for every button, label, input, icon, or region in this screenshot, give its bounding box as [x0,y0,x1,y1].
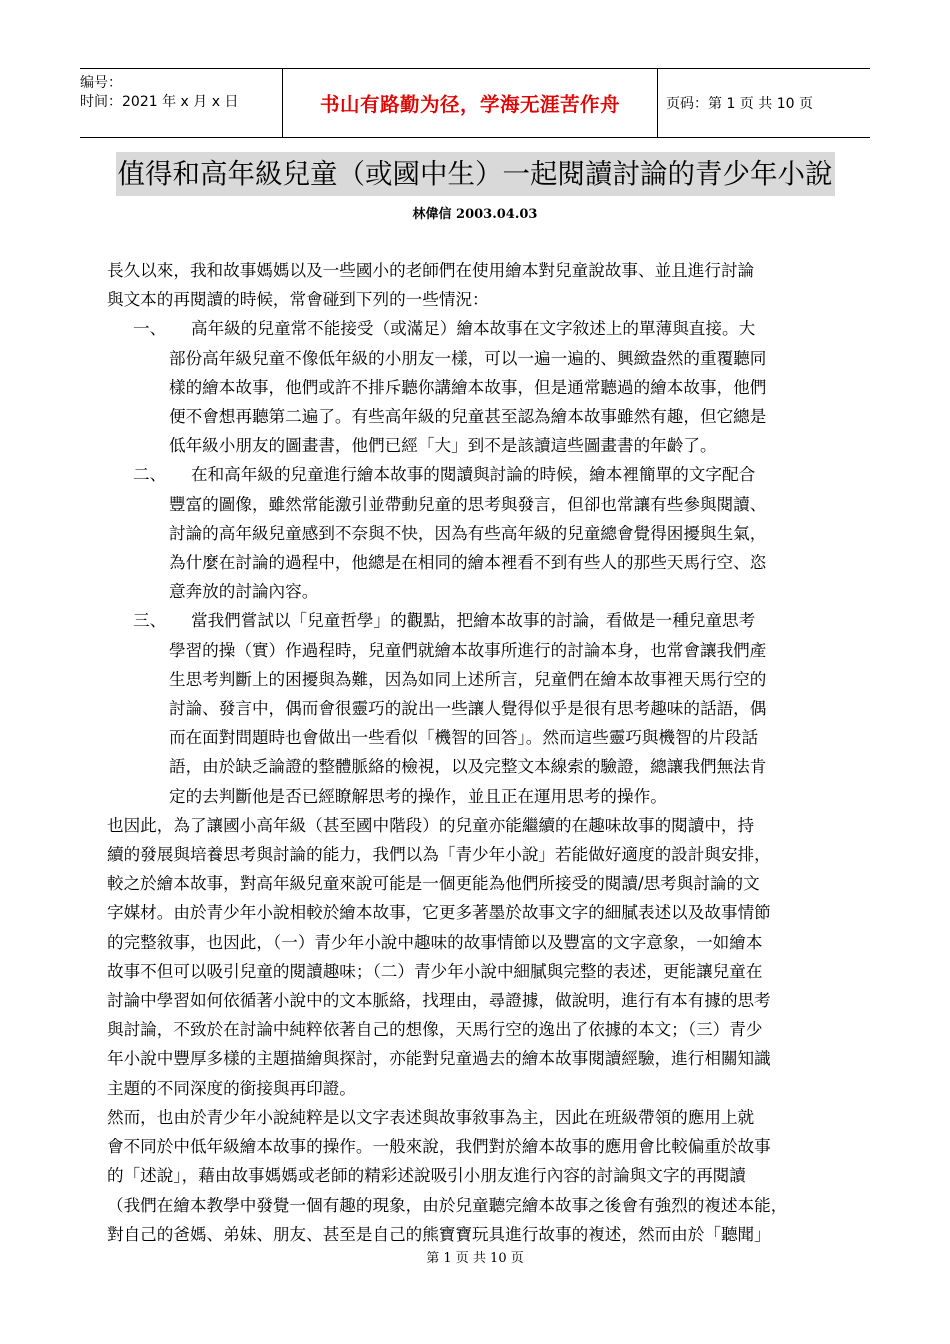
list-item-2 [87,460,877,606]
list-item-1 [87,314,877,460]
text-line: 樣的繪本故事，他們或許不排斥聽你講繪本故事，但是通常聽過的繪本故事，他們 [169,377,767,397]
text-line: 然而，也由於青少年小說純粹是以文字表述與故事敘事為主，因此在班級帶領的應用上就 [107,1107,755,1127]
text-line: 定的去判斷他是否已經瞭解思考的操作，並且正在運用思考的操作。 [169,786,667,806]
text-line: 在和高年級的兒童進行繪本故事的閱讀與討論的時候，繪本裡簡單的文字配合 [191,465,756,485]
list-item-3 [87,606,877,810]
text-line: 年小說中豐厚多樣的主題描繪與探討，亦能對兒童過去的繪本故事閱讀經驗，進行相關知識 [107,1049,771,1069]
text-line: 學習的操（實）作過程時，兒童們就繪本故事所進行的討論本身，也常會讓我們產 [169,640,767,660]
text-line: 意奔放的討論內容。 [169,582,319,602]
text-line: 便不會想再聽第二遍了。有些高年級的兒童甚至認為繪本故事雖然有趣，但它總是 [169,407,767,427]
text-line: 較之於繪本故事，對高年級兒童來說可能是一個更能為他們所接受的閱讀/思考與討論的文 [107,874,760,894]
header-page-cell [658,69,870,137]
document-body [87,256,877,1249]
text-line: 而在面對問題時也會做出一些看似「機智的回答」。然而這些靈巧與機智的片段話 [169,728,759,748]
byline: 林偉信 2003.04.03 [412,207,538,222]
text-line: 的「述說」，藉由故事媽媽或老師的精彩述說吸引小朋友進行內容的討論與文字的再閱讀 [107,1166,746,1186]
text-line: 續的發展與培養思考與討論的能力，我們以為「青少年小說」若能做好適度的設計與安排， [107,845,771,865]
time-label: 时间：2021 年 x 月 x 日 [80,94,239,110]
page-label: 页码：第 1 页 共 10 页 [666,96,813,112]
intro-paragraph [87,256,877,314]
text-line: 故事不但可以吸引兒童的閱讀趣味；（二）青少年小說中細膩與完整的表述，更能讓兒童在 [107,961,763,981]
item-marker: 一、 [133,319,167,339]
text-line: 語，由於缺乏論證的整體脈絡的檢視，以及完整文本線索的驗證，總讓我們無法肯 [169,757,767,777]
text-line: 對自己的爸媽、弟妹、朋友、甚至是自己的熊寶寶玩具進行故事的複述，然而由於「聽聞」 [107,1224,771,1244]
text-line: 高年級的兒童常不能接受（或滿足）繪本故事在文字敘述上的單薄與直接。大 [191,319,756,339]
title-block [0,152,950,196]
page-title: 值得和高年級兒童（或國中生）一起閱讀討論的青少年小說 [116,152,835,196]
text-line: 會不同於中低年級繪本故事的操作。一般來說，我們對於繪本故事的應用會比較偏重於故事 [107,1137,771,1157]
item-marker: 三、 [133,611,167,631]
text-line: 部份高年級兒童不像低年級的小朋友一樣，可以一遍一遍的、興緻盎然的重覆聽同 [169,348,767,368]
text-line: 生思考判斷上的困擾與為難，因為如同上述所言，兒童們在繪本故事裡天馬行空的 [169,669,767,689]
text-line: 當我們嘗試以「兒童哲學」的觀點，把繪本故事的討論，看做是一種兒童思考 [191,611,756,631]
text-line: （我們在繪本教學中發覺一個有趣的現象，由於兒童聽完繪本故事之後會有強烈的複述本能， [107,1195,788,1215]
text-line: 與文本的再閱讀的時候，常會碰到下列的一些情況： [107,290,489,310]
text-line: 討論的高年級兒童感到不奈與不快，因為有些高年級的兒童總會覺得困擾與生氣， [169,523,767,543]
text-line: 與討論，不致於在討論中純粹依著自己的想像，天馬行空的逸出了依據的本文；（三）青少 [107,1020,763,1040]
text-line: 的完整敘事，也因此，（一）青少年小說中趣味的故事情節以及豐富的文字意象，一如繪本 [107,932,763,952]
text-line: 也因此，為了讓國小高年級（甚至國中階段）的兒童亦能繼續的在趣味故事的閱讀中，持 [107,815,755,835]
text-line: 討論、發言中，偶而會很靈巧的說出一些讓人覺得似乎是很有思考趣味的話語，偶 [169,699,767,719]
paragraph-3 [87,1103,877,1249]
text-line: 字媒材。由於青少年小說相較於繪本故事，它更多著墨於故事文字的細膩表述以及故事情節 [107,903,771,923]
item-marker: 二、 [133,465,167,485]
text-line: 為什麼在討論的過程中，他總是在相同的繪本裡看不到有些人的那些天馬行空、恣 [169,553,767,573]
text-line: 長久以來，我和故事媽媽以及一些國小的老師們在使用繪本對兒童說故事、並且進行討論 [107,261,755,280]
text-line: 低年級小朋友的圖畫書，他們已經「大」到不是該讀這些圖畫書的年齡了。 [169,436,717,456]
paragraph-2 [87,811,877,1103]
number-label: 编号： [80,75,122,91]
text-line: 討論中學習如何依循著小說中的文本脈絡，找理由，尋證據，做說明，進行有本有據的思考 [107,991,771,1011]
text-line: 豐富的圖像，雖然常能激引並帶動兒童的思考與發言，但卻也常讓有些參與閱讀、 [169,494,767,514]
motto: 书山有路勤为径，学海无涯苦作舟 [319,93,620,116]
header-motto-cell [282,69,658,137]
document-header [80,68,870,138]
text-line: 主題的不同深度的銜接與再印證。 [107,1078,356,1098]
page-footer: 第 1 页 共 10 页 [426,1251,524,1266]
header-meta [80,69,282,137]
